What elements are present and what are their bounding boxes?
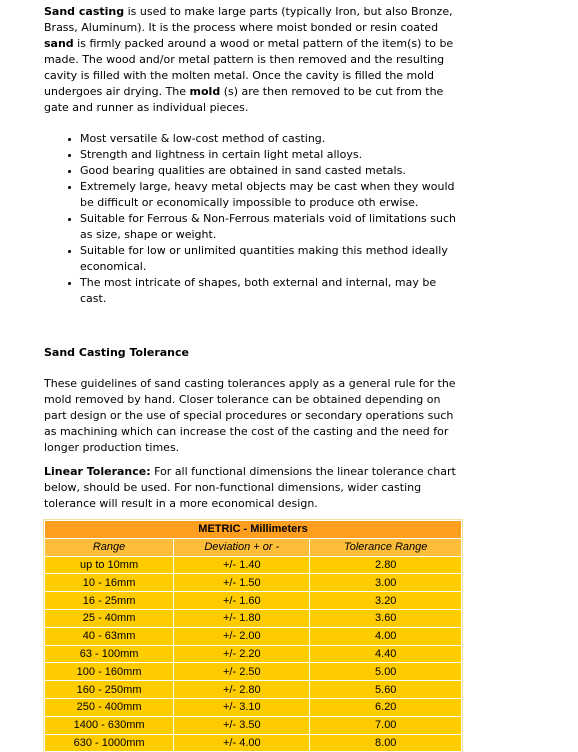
deviation-cell: +/- 3.50 <box>174 716 310 734</box>
feature-item: • The most intricate of shapes, both external and internal, may be cast. <box>80 275 464 307</box>
range-cell: 160 - 250mm <box>45 681 174 699</box>
linear-tolerance-paragraph <box>44 464 464 512</box>
table-title: METRIC - Millimeters <box>45 521 462 539</box>
feature-item: • Extremely large, heavy metal objects may be cast when they would be difficult or economically impossible to produce oth erwise. <box>80 179 464 211</box>
range-cell: 16 - 25mm <box>45 592 174 610</box>
feature-item: • Suitable for low or unlimited quantities making this method ideally economical. <box>80 243 464 275</box>
tolerance-cell: 3.00 <box>310 574 462 592</box>
deviation-cell: +/- 2.20 <box>174 645 310 663</box>
feature-item: • Strength and lightness in certain light metal alloys. <box>80 147 464 163</box>
linear-tolerance-label: Linear Tolerance: <box>44 465 151 478</box>
deviation-cell: +/- 1.50 <box>174 574 310 592</box>
tolerance-cell: 2.80 <box>310 556 462 574</box>
intro-text-2: is firmly packed around a wood or metal pattern of the item(s) to be made. The wood and/or metal pattern is then removed and the resulting cavity is filled with the molten metal. Once the cavity is filled the mold undergoes air drying. The <box>44 37 454 98</box>
table-row <box>45 734 462 752</box>
intro-paragraph <box>44 0 464 116</box>
linear-tolerance-text: For all functional dimensions the linear tolerance chart below, should be used. For non-functional dimensions, wider casting tolerance will result in a more economical design. <box>44 465 456 510</box>
deviation-cell: +/- 1.80 <box>174 609 310 627</box>
tolerance-cell: 7.00 <box>310 716 462 734</box>
deviation-cell: +/- 3.10 <box>174 698 310 716</box>
tolerance-cell: 6.20 <box>310 698 462 716</box>
feature-item: • Most versatile & low-cost method of casting. <box>80 131 464 147</box>
deviation-cell: +/- 1.60 <box>174 592 310 610</box>
intro-sand-word: sand <box>44 37 74 50</box>
tolerance-cell: 5.00 <box>310 663 462 681</box>
guidelines-paragraph: These guidelines of sand casting tolerances apply as a general rule for the mold removed by hand. Closer tolerance can be obtained depending on part design or the use of special procedures or secondary operations such as machining which can increase the cost of the casting and the need for longer production times. <box>44 377 456 454</box>
tolerance-cell: 5.60 <box>310 681 462 699</box>
deviation-cell: +/- 2.80 <box>174 681 310 699</box>
intro-mold-word: mold <box>189 85 221 98</box>
deviation-cell: +/- 1.40 <box>174 556 310 574</box>
intro-text-3: (s) are then removed to be cut from the gate and runner as individual pieces. <box>44 85 444 114</box>
tolerance-cell: 8.00 <box>310 734 462 752</box>
table-row <box>45 681 462 699</box>
table-row <box>45 645 462 663</box>
range-cell: 100 - 160mm <box>45 663 174 681</box>
column-header-tolerance-range: Tolerance Range <box>310 538 462 556</box>
feature-item: • Suitable for Ferrous & Non-Ferrous materials void of limitations such as size, shape or weight. <box>80 211 464 243</box>
table-row <box>45 698 462 716</box>
tolerance-cell: 4.00 <box>310 627 462 645</box>
range-cell: up to 10mm <box>45 556 174 574</box>
range-cell: 630 - 1000mm <box>45 734 174 752</box>
table-row <box>45 627 462 645</box>
tolerance-cell: 3.60 <box>310 609 462 627</box>
tolerance-table <box>44 520 462 752</box>
intro-term: Sand casting <box>44 5 125 18</box>
column-header-deviation: Deviation + or - <box>174 538 310 556</box>
table-row <box>45 609 462 627</box>
article <box>44 0 464 752</box>
tolerance-cell: 4.40 <box>310 645 462 663</box>
tolerance-heading: Sand Casting Tolerance <box>44 346 189 359</box>
intro-text-1: is used to make large parts (typically Iron, but also Bronze, Brass, Aluminum). It is the process where moist bonded or resin coated <box>44 5 453 34</box>
table-row <box>45 574 462 592</box>
table-row <box>45 663 462 681</box>
deviation-cell: +/- 2.00 <box>174 627 310 645</box>
column-header-range: Range <box>45 538 174 556</box>
range-cell: 250 - 400mm <box>45 698 174 716</box>
features-list <box>44 131 464 307</box>
deviation-cell: +/- 4.00 <box>174 734 310 752</box>
table-row <box>45 716 462 734</box>
deviation-cell: +/- 2.50 <box>174 663 310 681</box>
range-cell: 1400 - 630mm <box>45 716 174 734</box>
table-row <box>45 592 462 610</box>
range-cell: 63 - 100mm <box>45 645 174 663</box>
tolerance-cell: 3.20 <box>310 592 462 610</box>
range-cell: 25 - 40mm <box>45 609 174 627</box>
range-cell: 10 - 16mm <box>45 574 174 592</box>
table-row <box>45 556 462 574</box>
range-cell: 40 - 63mm <box>45 627 174 645</box>
feature-item: • Good bearing qualities are obtained in sand casted metals. <box>80 163 464 179</box>
